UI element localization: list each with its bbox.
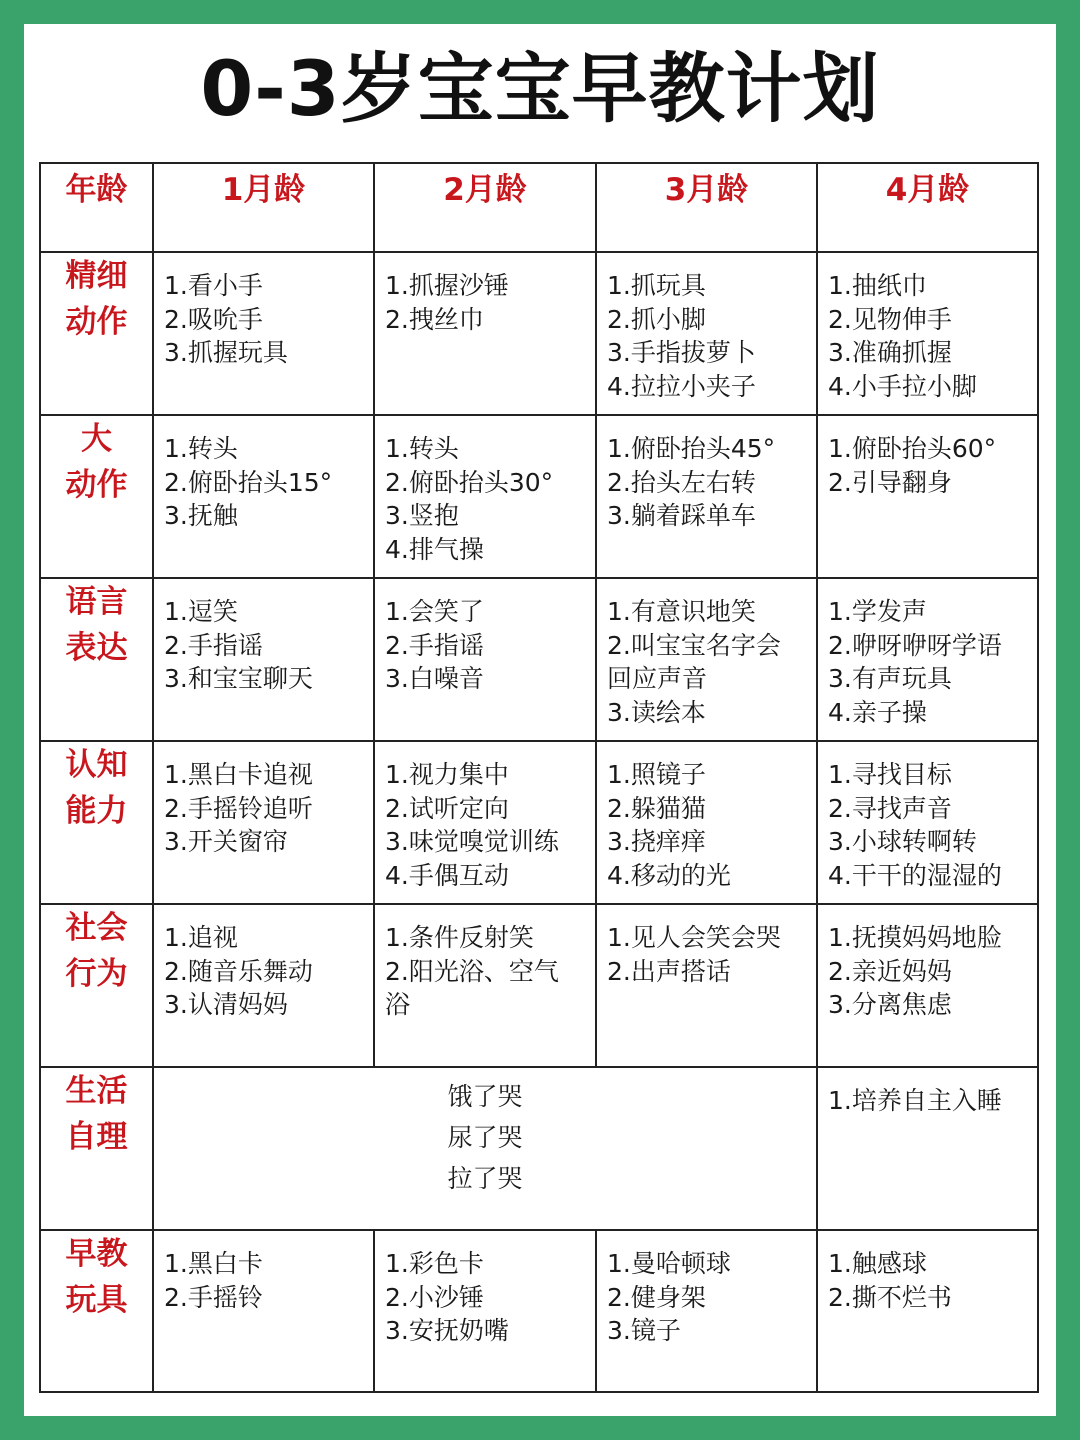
cell-toys-m4 xyxy=(817,1230,1038,1392)
item: 饿了哭 xyxy=(447,1082,523,1111)
item: 1.会笑了 xyxy=(385,597,484,626)
item: 3.有声玩具 xyxy=(828,664,952,693)
item: 1.黑白卡 xyxy=(164,1249,263,1278)
item: 2.吸吮手 xyxy=(164,304,263,334)
item: 2.躲猫猫 xyxy=(607,793,706,823)
item: 1.追视 xyxy=(164,923,238,952)
item: 3.抓握玩具 xyxy=(164,338,288,367)
item: 3.白噪音 xyxy=(385,664,484,693)
item: 4.干干的湿湿的 xyxy=(828,860,1002,890)
header-age: 年龄 xyxy=(40,163,153,252)
item: 1.培养自主入睡 xyxy=(828,1086,1002,1115)
cell-toys-m3 xyxy=(596,1230,817,1392)
row-gross-motor xyxy=(40,415,1038,578)
cell-cognition-m1 xyxy=(153,741,374,904)
item: 3.抚触 xyxy=(164,501,238,530)
cell-social-m2 xyxy=(374,904,596,1067)
item: 1.视力集中 xyxy=(385,760,509,789)
item: 2.撕不烂书 xyxy=(828,1282,952,1312)
item: 1.看小手 xyxy=(164,271,263,300)
item: 4.亲子操 xyxy=(828,697,927,727)
item: 2.见物伸手 xyxy=(828,304,952,334)
row-label-toys: 早教 玩具 xyxy=(40,1230,153,1392)
item: 2.手指谣 xyxy=(385,630,484,660)
item: 2.咿呀咿呀学语 xyxy=(828,630,1002,660)
item: 2.阳光浴、空气 xyxy=(385,956,559,986)
item: 1.逗笑 xyxy=(164,597,238,626)
cell-selfcare-m1-m3 xyxy=(153,1067,817,1230)
item: 回应声音 xyxy=(607,664,708,693)
item: 3.读绘本 xyxy=(607,697,706,727)
item: 1.见人会笑会哭 xyxy=(607,923,781,952)
cell-fine-motor-m3 xyxy=(596,252,817,415)
row-label-social: 社会 行为 xyxy=(40,904,153,1067)
item: 2.寻找声音 xyxy=(828,793,952,823)
item: 3.挠痒痒 xyxy=(607,827,706,856)
item: 浴 xyxy=(385,990,411,1019)
item: 2.叫宝宝名字会 xyxy=(607,630,781,660)
item: 4.手偶互动 xyxy=(385,860,509,890)
item: 3.安抚奶嘴 xyxy=(385,1316,509,1345)
header-month-2: 2月龄 xyxy=(374,163,596,252)
item: 1.抓玩具 xyxy=(607,271,706,300)
item: 3.味觉嗅觉训练 xyxy=(385,827,559,856)
item: 3.认清妈妈 xyxy=(164,990,288,1019)
item: 2.随音乐舞动 xyxy=(164,956,313,986)
cell-gross-motor-m4 xyxy=(817,415,1038,578)
row-toys xyxy=(40,1230,1038,1392)
row-label-cognition: 认知 能力 xyxy=(40,741,153,904)
cell-cognition-m3 xyxy=(596,741,817,904)
item: 2.引导翻身 xyxy=(828,467,952,497)
item: 2.试听定向 xyxy=(385,793,509,823)
item: 2.手指谣 xyxy=(164,630,263,660)
item: 1.条件反射笑 xyxy=(385,923,534,952)
cell-gross-motor-m2 xyxy=(374,415,596,578)
item: 2.俯卧抬头30° xyxy=(385,467,554,497)
item: 1.抚摸妈妈地脸 xyxy=(828,923,1002,952)
cell-language-m1 xyxy=(153,578,374,741)
cell-gross-motor-m3 xyxy=(596,415,817,578)
item: 1.触感球 xyxy=(828,1249,927,1278)
item: 1.黑白卡追视 xyxy=(164,760,313,789)
header-row xyxy=(40,163,1038,252)
item: 4.排气操 xyxy=(385,534,484,564)
item: 4.小手拉小脚 xyxy=(828,371,977,401)
cell-language-m3 xyxy=(596,578,817,741)
row-selfcare xyxy=(40,1067,1038,1230)
item: 3.镜子 xyxy=(607,1316,681,1345)
item: 4.移动的光 xyxy=(607,860,731,890)
item: 1.抓握沙锤 xyxy=(385,271,509,300)
row-cognition xyxy=(40,741,1038,904)
page-title: 0-3岁宝宝早教计划 xyxy=(200,44,880,133)
cell-fine-motor-m1 xyxy=(153,252,374,415)
item: 2.拽丝巾 xyxy=(385,304,484,334)
row-language xyxy=(40,578,1038,741)
row-label-language: 语言 表达 xyxy=(40,578,153,741)
item: 3.准确抓握 xyxy=(828,338,952,367)
item: 4.拉拉小夹子 xyxy=(607,371,756,401)
item: 3.手指拔萝卜 xyxy=(607,338,756,367)
item: 1.学发声 xyxy=(828,597,927,626)
item: 3.躺着踩单车 xyxy=(607,501,756,530)
cell-toys-m1 xyxy=(153,1230,374,1392)
item: 2.健身架 xyxy=(607,1282,706,1312)
cell-social-m1 xyxy=(153,904,374,1067)
item: 2.出声搭话 xyxy=(607,956,731,986)
item: 1.照镜子 xyxy=(607,760,706,789)
item: 1.俯卧抬头60° xyxy=(828,434,997,463)
header-month-4: 4月龄 xyxy=(817,163,1038,252)
item: 3.竖抱 xyxy=(385,501,459,530)
cell-language-m4 xyxy=(817,578,1038,741)
item: 1.转头 xyxy=(164,434,238,463)
item: 3.开关窗帘 xyxy=(164,827,288,856)
item: 拉了哭 xyxy=(447,1164,523,1193)
item: 1.寻找目标 xyxy=(828,760,952,789)
item: 1.抽纸巾 xyxy=(828,271,927,300)
item: 1.俯卧抬头45° xyxy=(607,434,776,463)
item: 2.手摇铃追听 xyxy=(164,793,313,823)
item: 2.手摇铃 xyxy=(164,1282,263,1312)
item: 3.小球转啊转 xyxy=(828,827,977,856)
row-label-selfcare: 生活 自理 xyxy=(40,1067,153,1230)
item: 1.有意识地笑 xyxy=(607,597,756,626)
item: 2.小沙锤 xyxy=(385,1282,484,1312)
row-label-fine-motor: 精细 动作 xyxy=(40,252,153,415)
cell-selfcare-m4 xyxy=(817,1067,1038,1230)
item: 2.俯卧抬头15° xyxy=(164,467,333,497)
cell-fine-motor-m2 xyxy=(374,252,596,415)
row-label-gross-motor: 大 动作 xyxy=(40,415,153,578)
cell-language-m2 xyxy=(374,578,596,741)
item: 1.曼哈顿球 xyxy=(607,1249,731,1278)
cell-cognition-m2 xyxy=(374,741,596,904)
item: 1.彩色卡 xyxy=(385,1249,484,1278)
item: 尿了哭 xyxy=(447,1123,523,1152)
cell-fine-motor-m4 xyxy=(817,252,1038,415)
row-social xyxy=(40,904,1038,1067)
cell-cognition-m4 xyxy=(817,741,1038,904)
item: 3.分离焦虑 xyxy=(828,990,952,1019)
cell-toys-m2 xyxy=(374,1230,596,1392)
cell-social-m4 xyxy=(817,904,1038,1067)
item: 2.亲近妈妈 xyxy=(828,956,952,986)
row-fine-motor xyxy=(40,252,1038,415)
cell-gross-motor-m1 xyxy=(153,415,374,578)
header-month-3: 3月龄 xyxy=(596,163,817,252)
early-education-table xyxy=(39,162,1039,1393)
cell-social-m3 xyxy=(596,904,817,1067)
item: 3.和宝宝聊天 xyxy=(164,664,313,693)
header-month-1: 1月龄 xyxy=(153,163,374,252)
item: 2.抬头左右转 xyxy=(607,467,756,497)
item: 2.抓小脚 xyxy=(607,304,706,334)
item: 1.转头 xyxy=(385,434,459,463)
